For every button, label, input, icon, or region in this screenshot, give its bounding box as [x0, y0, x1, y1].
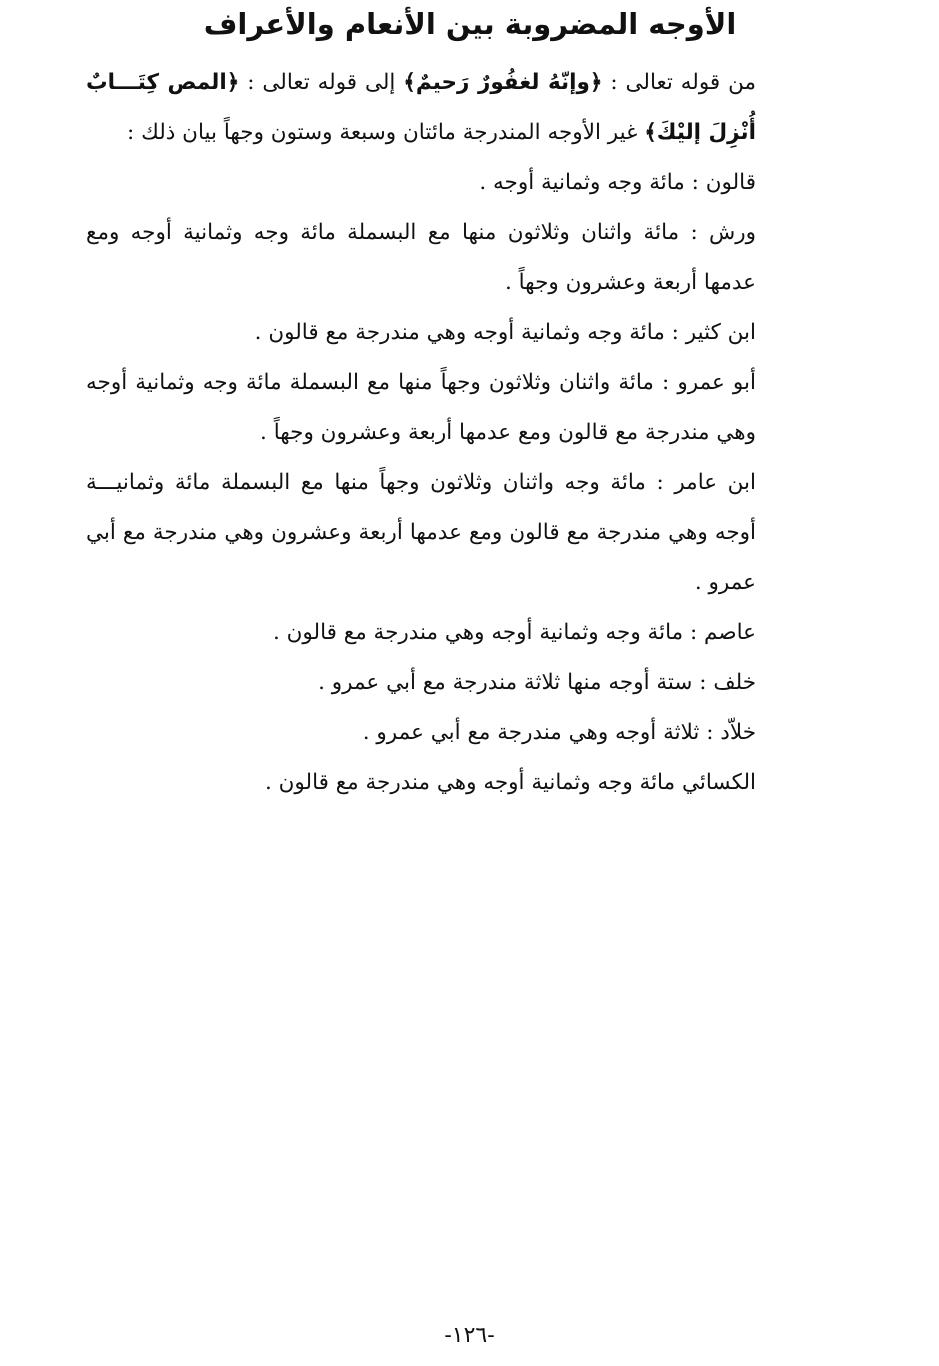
- quran-verse-2: ﴿المص كِتَـــابٌ أُنْزِلَ إليْكَ﴾: [86, 70, 756, 145]
- paragraph-khalaf: خلف : ستة أوجه منها ثلاثة مندرجة مع أبي عمرو .: [318, 670, 756, 695]
- paragraph-warsh: ورش : مائة واثنان وثلاثون منها مع البسملة مائة وجه وثمانية أوجه ومع عدمها أربعة وعشرون وجهاً .: [86, 220, 756, 295]
- page-title: الأوجه المضروبة بين الأنعام والأعراف: [203, 7, 737, 41]
- intro-paragraph: [86, 58, 826, 158]
- paragraph-ibn-kathir: ابن كثير : مائة وجه وثمانية أوجه وهي مندرجة مع قالون .: [254, 320, 756, 345]
- body-text: [86, 58, 826, 808]
- paragraph-kisai: الكسائي مائة وجه وثمانية أوجه وهي مندرجة مع قالون .: [264, 770, 756, 795]
- intro-after: غير الأوجه المندرجة مائتان وسبعة وستون وجهاً بيان ذلك :: [127, 120, 645, 145]
- paragraph-ibn-amir: ابن عامر : مائة وجه واثنان وثلاثون وجهاً منها مع البسملة مائة وثمانيـــة أوجه وهي مندرجة مع قالون ومع عدمها أربعة وعشرون وهي مندرجة مع أبي عمرو .: [86, 470, 756, 595]
- page-number: -١٢٦-: [444, 1323, 495, 1348]
- paragraph-qalun: قالون : مائة وجه وثمانية أوجه .: [479, 170, 756, 195]
- paragraph-abu-amr: أبو عمرو : مائة واثنان وثلاثون وجهاً منها مع البسملة مائة وجه وثمانية أوجه وهي مندرجة مع قالون ومع عدمها أربعة وعشرون وجهاً .: [86, 370, 756, 445]
- intro-middle: إلى قوله تعالى :: [239, 70, 404, 95]
- quran-verse-1: ﴿وإنّهُ لغفُورٌ رَحيمٌ﴾: [403, 70, 603, 95]
- paragraph-asim: عاصم : مائة وجه وثمانية أوجه وهي مندرجة مع قالون .: [272, 620, 756, 645]
- intro-before: من قوله تعالى :: [602, 70, 756, 95]
- paragraph-khallad: خلاّد : ثلاثة أوجه وهي مندرجة مع أبي عمرو .: [362, 720, 756, 745]
